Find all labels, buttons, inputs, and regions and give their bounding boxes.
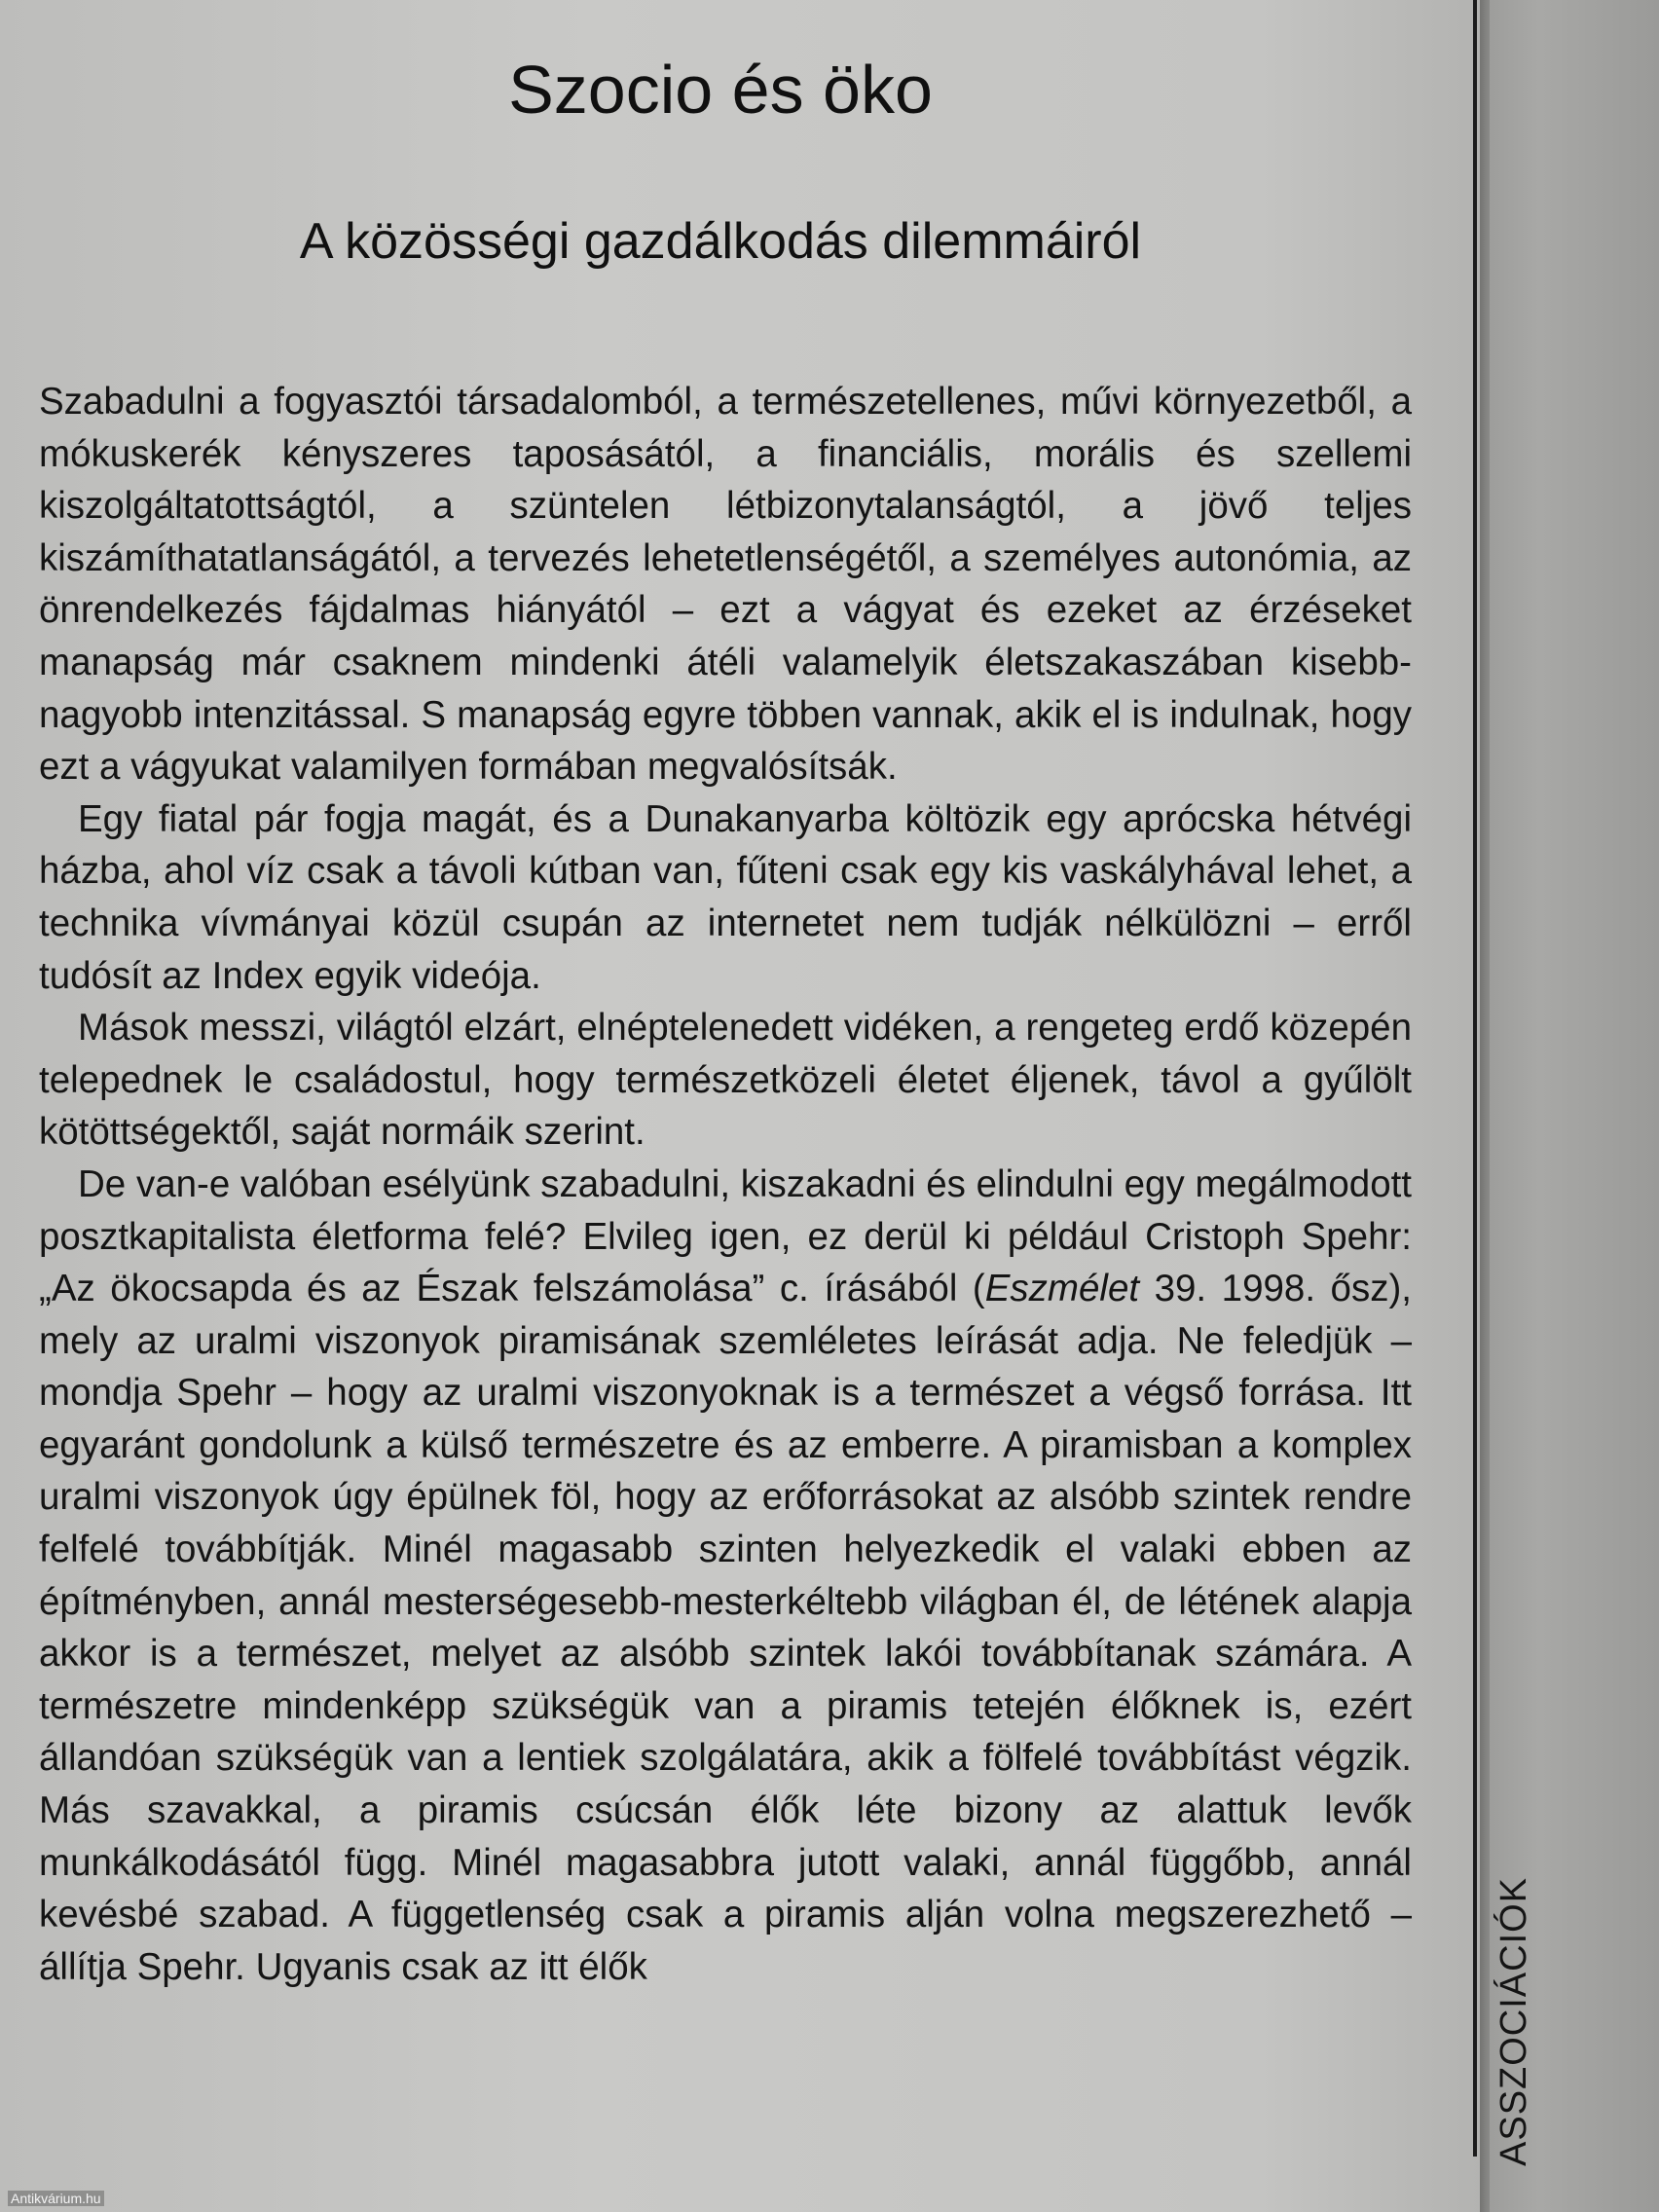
article-body (39, 376, 1412, 1993)
paragraph-1: Szabadulni a fogyasztói társadalomból, a természetellenes, művi környezetből, a mókuskerék kényszeres taposásától, a financiális, morális és szellemi kiszolgáltatottságtól, a szüntelen létbizonytalanságtól, a jövő teljes kiszámíthatatlanságától, a tervezés lehetetlenségétől, a személyes autonómia, az önrendelkezés fájdalmas hiányától – ezt a vágyat és ezeket az érzéseket manapság már csaknem mindenki átéli valamelyik életszakaszában kisebb-nagyobb intenzitással. S manapság egyre többen vannak, akik el is indulnak, hogy ezt a vágyukat valamilyen formában megvalósítsák. (39, 381, 1412, 789)
paragraph-3: Mások messzi, világtól elzárt, elnéptelenedett vidéken, a rengeteg erdő közepén telepednek le családostul, hogy természetközeli életet éljenek, távol a gyűlölt kötöttségektől, saját normáik szerint. (39, 1007, 1412, 1154)
article-subtitle: A közösségi gazdálkodás dilemmáiról (299, 213, 1142, 270)
paragraph-4 (39, 1159, 1412, 1994)
paragraph-4-italic-title: Eszmélet (984, 1268, 1140, 1310)
watermark: Antikvárium.hu (8, 2191, 104, 2206)
section-label: ASSZOCIÁCIÓK (1493, 1876, 1534, 2166)
paragraph-4-text-before: De van-e valóban esélyünk szabadulni, kiszakadni és elindulni egy megálmodott posztkapitalista életforma felé? Elvileg igen, ez derül ki például Cristoph Spehr: „Az ökocsapda és az Észak felszámolása” c. írásából ( (39, 1162, 1412, 1310)
paragraph-4-text-after: 39. 1998. ősz), mely az uralmi viszonyok piramisának szemléletes leírását adja. Ne feledjük – mondja Spehr – hogy az uralmi viszonyoknak is a természet a végső forrása. Itt egyaránt gondolunk a külső természetre és az emberre. A piramisban a komplex uralmi viszonyok úgy épülnek föl, hogy az erőforrásokat az alsóbb szintek rendre felfelé továbbítják. Minél magasabb szinten helyezkedik el valaki ebben az építményben, annál mesterségesebb-mesterkéltebb világban él, de létének alapja akkor is a természet, melyet az alsóbb szintek lakói továbbítanak számára. A természetre mindenképp szükségük van a piramis tetején élőknek is, ezért állandóan szükségük van a lentiek szolgálatára, akik a fölfelé továbbítást végzik. Más szavakkal, a piramis csúcsán élők léte bizony az alattuk levők munkálkodásától függ. Minél magasabbra jutott valaki, annál függőbb, annál kevésbé szabad. A függetlenség csak a piramis alján volna megszerezhető – állítja Spehr. Ugyanis csak az itt élők (39, 1268, 1412, 1988)
vertical-rule (1473, 0, 1477, 2157)
article-title: Szocio és öko (508, 52, 933, 128)
paragraph-2: Egy fiatal pár fogja magát, és a Dunakanyarba költözik egy aprócska hétvégi házba, ahol víz csak a távoli kútban van, fűteni csak egy kis vaskályhával lehet, a technika vívmányai közül csupán az internetet nem tudják nélkülözni – erről tudósít az Index egyik videója. (39, 797, 1412, 997)
